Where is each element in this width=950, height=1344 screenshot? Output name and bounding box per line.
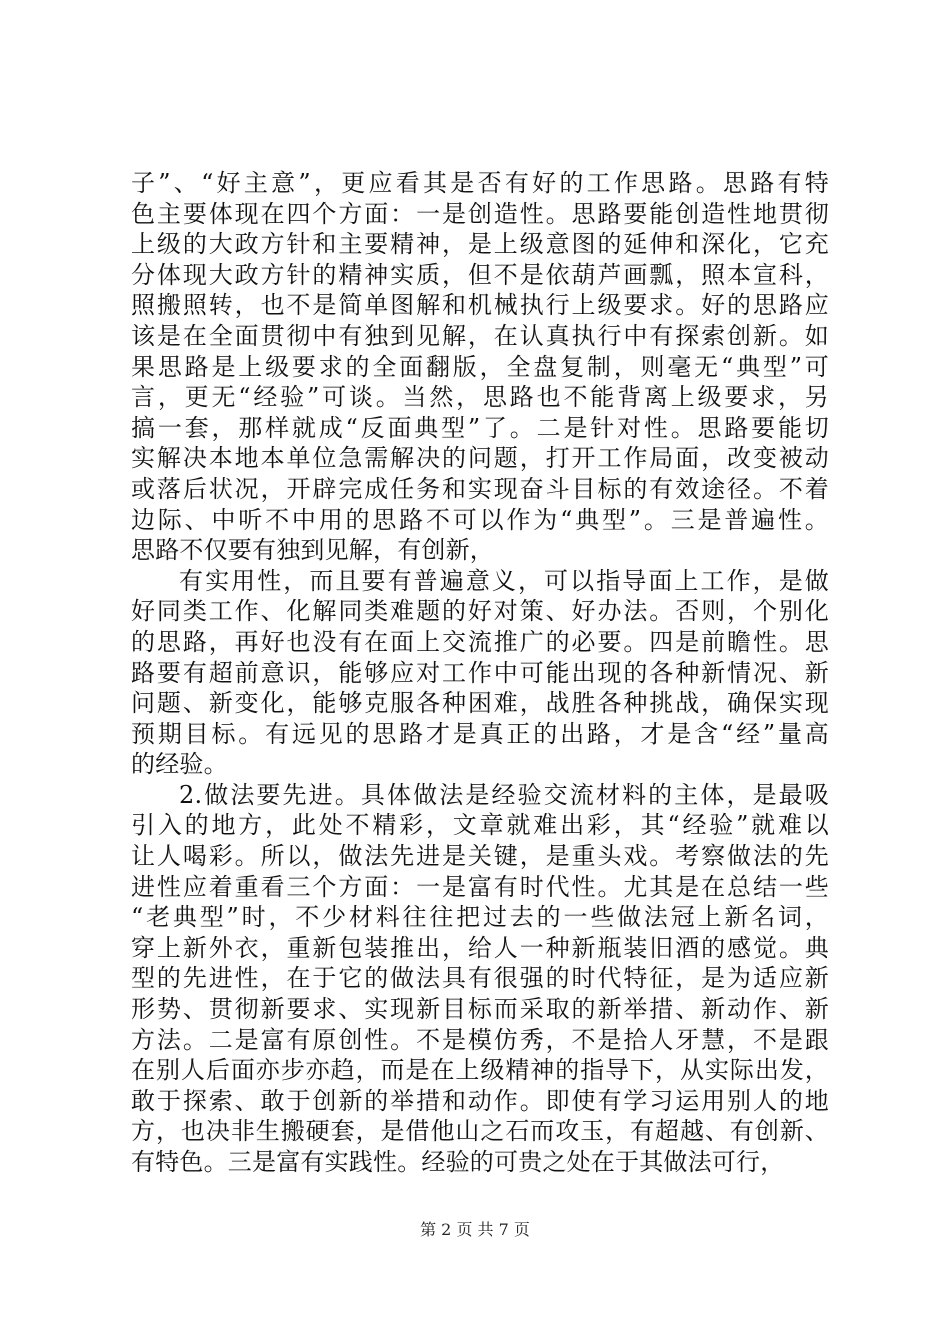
text-line: 让人喝彩。所以，做法先进是关键，是重头戏。考察做法的先: [131, 842, 829, 871]
text-line: 方，也决非生搬硬套，是借他山之石而攻玉，有超越、有创新、: [131, 1117, 829, 1146]
text-line: 果思路是上级要求的全面翻版，全盘复制，则毫无“典型”可: [131, 352, 829, 381]
text-line: “老典型”时，不少材料往往把过去的一些做法冠上新名词，: [131, 903, 829, 932]
text-line: 的经验。: [131, 750, 228, 779]
text-line: 有特色。三是富有实践性。经验的可贵之处在于其做法可行，: [131, 1148, 785, 1176]
text-line: 形势、贯彻新要求、实现新目标而采取的新举措、新动作、新: [131, 995, 829, 1024]
text-line: 分体现大政方针的精神实质，但不是依葫芦画瓢，照本宣科，: [131, 260, 829, 289]
text-line: 进性应着重看三个方面：一是富有时代性。尤其是在总结一些: [131, 872, 829, 901]
text-line: 好同类工作、化解同类难题的好对策、好办法。否则，个别化: [131, 597, 829, 626]
text-line: 边际、中听不中用的思路不可以作为“典型”。三是普遍性。: [131, 505, 829, 534]
page-footer: 第 2 页 共 7 页: [420, 1220, 530, 1239]
paragraph: [131, 168, 829, 566]
text-line: 引入的地方，此处不精彩，文章就难出彩，其“经验”就难以: [131, 811, 829, 840]
text-line: 在别人后面亦步亦趋，而是在上级精神的指导下，从实际出发，: [131, 1056, 829, 1085]
text-line: 型的先进性，在于它的做法具有很强的时代特征，是为适应新: [131, 964, 829, 993]
text-line: 的思路，再好也没有在面上交流推广的必要。四是前瞻性。思: [131, 627, 829, 656]
text-line: 穿上新外衣，重新包装推出，给人一种新瓶装旧酒的感觉。典: [131, 933, 829, 962]
text-line: 色主要体现在四个方面：一是创造性。思路要能创造性地贯彻: [131, 199, 829, 228]
text-line: 照搬照转，也不是简单图解和机械执行上级要求。好的思路应: [131, 291, 829, 320]
text-line: 或落后状况，开辟完成任务和实现奋斗目标的有效途径。不着: [131, 474, 829, 503]
text-line: 思路不仅要有独到见解，有创新，: [131, 536, 494, 565]
paragraph: [131, 780, 829, 1178]
text-line: 路要有超前意识，能够应对工作中可能出现的各种新情况、新: [131, 658, 829, 687]
text-line: 预期目标。有远见的思路才是真正的出路，才是含“经”量高: [131, 719, 829, 748]
text-line: 子”、“好主意”，更应看其是否有好的工作思路。思路有特: [131, 169, 829, 197]
paragraph: [131, 566, 829, 780]
text-line: 实解决本地本单位急需解决的问题，打开工作局面，改变被动: [131, 444, 829, 473]
text-line: 言，更无“经验”可谈。当然，思路也不能背离上级要求，另: [131, 383, 829, 412]
text-line: 有实用性，而且要有普遍意义，可以指导面上工作，是做: [179, 566, 829, 595]
text-line: 该是在全面贯彻中有独到见解，在认真执行中有探索创新。如: [131, 321, 829, 350]
text-line: 2.做法要先进。具体做法是经验交流材料的主体，是最吸: [179, 780, 829, 809]
text-line: 敢于探索、敢于创新的举措和动作。即使有学习运用别人的地: [131, 1086, 829, 1115]
text-line: 搞一套，那样就成“反面典型”了。二是针对性。思路要能切: [131, 413, 829, 442]
text-line: 问题、新变化，能够克服各种困难，战胜各种挑战，确保实现: [131, 689, 829, 718]
text-line: 方法。二是富有原创性。不是模仿秀，不是拾人牙慧，不是跟: [131, 1025, 829, 1054]
document-body: [131, 168, 829, 1178]
text-line: 上级的大政方针和主要精神，是上级意图的延伸和深化，它充: [131, 230, 829, 259]
